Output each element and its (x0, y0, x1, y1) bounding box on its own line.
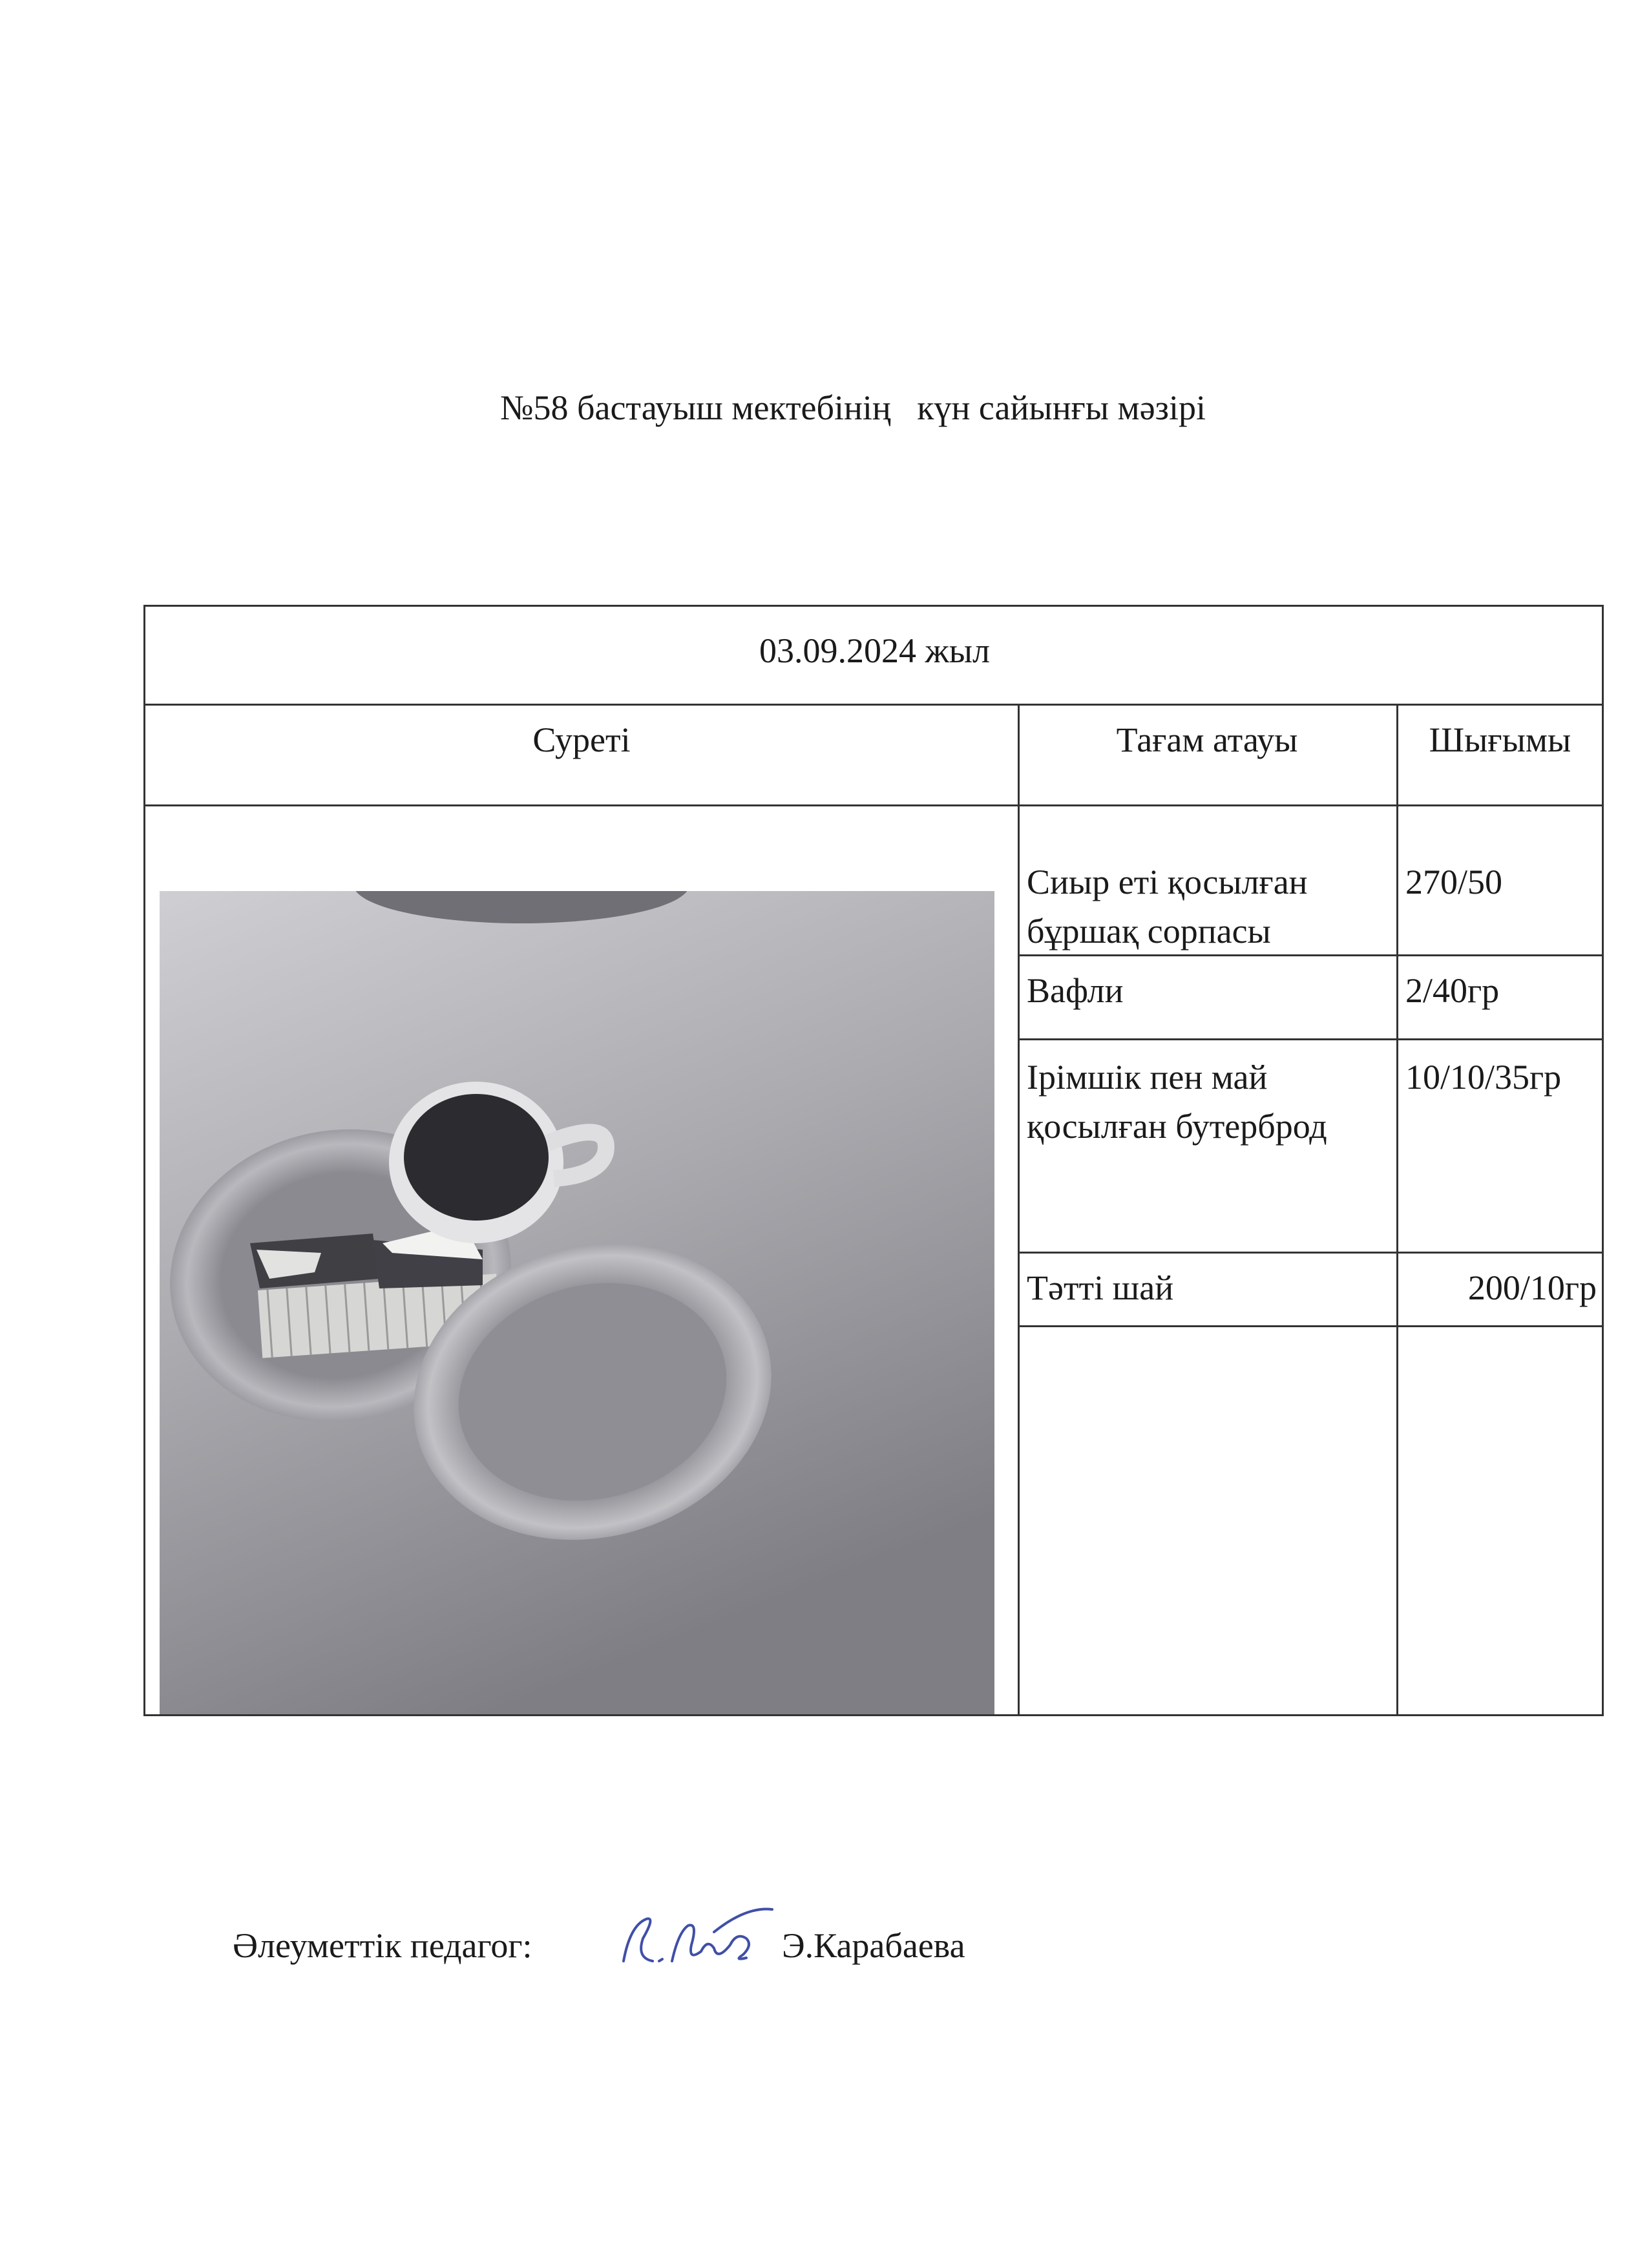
header-yield: Шығымы (1429, 720, 1571, 759)
row-divider (1018, 1038, 1604, 1040)
teacher-name: Э.Карабаева (782, 1926, 965, 1965)
role-label: Әлеуметтік педагог: (233, 1926, 532, 1965)
signature-icon (617, 1900, 785, 1977)
dish-yield: 200/10гр (1467, 1268, 1597, 1307)
row-divider (145, 704, 1604, 706)
dish-name: Вафли (1027, 971, 1124, 1010)
row-divider (1018, 1325, 1604, 1327)
page-title: №58 бастауыш мектебінің күн сайынғы мәзірі (500, 388, 1206, 427)
dish-yield: 10/10/35гр (1405, 1058, 1562, 1097)
row-divider (145, 804, 1604, 806)
dish-name: Ірімшік пен май қосылған бутерброд (1027, 1058, 1327, 1146)
row-divider (1018, 1252, 1604, 1254)
header-photo: Суреті (532, 720, 631, 759)
dish-yield: 2/40гр (1405, 971, 1500, 1010)
meal-photo (160, 891, 994, 1714)
date-cell: 03.09.2024 жыл (759, 631, 991, 670)
meal-photo-icon (160, 891, 994, 1714)
column-divider (1018, 704, 1020, 1716)
signature (617, 1900, 785, 1977)
dish-name: Сиыр еті қосылған бұршақ сорпасы (1027, 863, 1308, 950)
menu-table (143, 605, 1604, 1716)
dish-yield: 270/50 (1405, 863, 1503, 901)
column-divider (1396, 704, 1398, 1716)
dish-name: Тәтті шай (1027, 1268, 1174, 1307)
header-dish: Тағам атауы (1116, 720, 1298, 759)
